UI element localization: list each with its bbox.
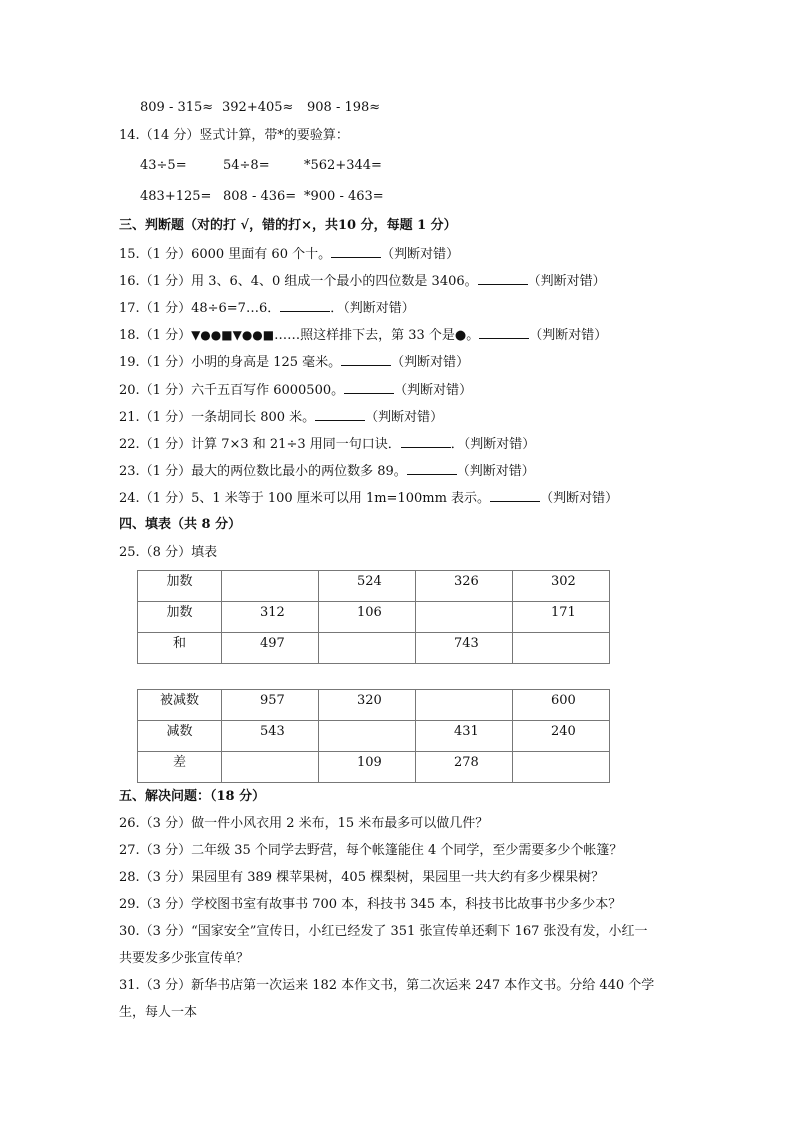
answer-blank[interactable] [280, 299, 330, 312]
table-cell[interactable] [319, 633, 416, 664]
q16: 16.（1 分）用 3、6、4、0 组成一个最小的四位数是 3406。 （判断对错） [119, 274, 606, 289]
q30-line1: 30.（3 分）“国家安全”宣传日，小红已经发了 351 张宣传单还剩下 167 张没有发，小红一 [119, 924, 648, 939]
table-cell[interactable] [222, 571, 319, 602]
q20: 20.（1 分）六千五百写作 6000500。 （判断对错） [119, 383, 473, 398]
table-row [138, 721, 610, 752]
answer-blank[interactable] [490, 489, 540, 502]
q14-title: 14.（14 分）竖式计算，带*的要验算： [119, 128, 349, 143]
q17: 17.（1 分）48÷6=7…6． ．（判断对错） [119, 301, 415, 316]
q14-calc-2: 54÷8= [223, 158, 270, 173]
table-cell[interactable]: 171 [513, 602, 610, 633]
table-cell[interactable]: 109 [319, 752, 416, 783]
estimate-2: 392+405≈ [222, 100, 294, 115]
table-row [138, 633, 610, 664]
table-row [138, 752, 610, 783]
q14-calc-5: 808 - 436= [223, 189, 297, 204]
answer-blank[interactable] [315, 408, 365, 421]
table-cell[interactable] [416, 690, 513, 721]
table-row [138, 602, 610, 633]
table-cell[interactable]: 320 [319, 690, 416, 721]
subtraction-table [137, 689, 610, 783]
shape-sequence: ▼●●■▼●●■ [191, 328, 275, 342]
table-cell[interactable] [319, 721, 416, 752]
table-cell: 和 [138, 633, 222, 664]
section4-heading: 四、填表（共 8 分） [119, 517, 242, 532]
q29: 29.（3 分）学校图书室有故事书 700 本，科技书 345 本，科技书比故事书少多少本？ [119, 897, 622, 912]
table-cell[interactable]: 524 [319, 571, 416, 602]
table-row [138, 690, 610, 721]
table-cell[interactable]: 326 [416, 571, 513, 602]
answer-blank[interactable] [479, 326, 529, 339]
q14-calc-4: 483+125= [140, 189, 212, 204]
q14-calc-6: *900 - 463= [304, 189, 384, 204]
q26: 26.（3 分）做一件小风衣用 2 米布，15 米布最多可以做几件？ [119, 816, 489, 831]
q28: 28.（3 分）果园里有 389 棵苹果树，405 棵梨树，果园里一共大约有多少棵果树？ [119, 870, 605, 885]
q31-line1: 31.（3 分）新华书店第一次运来 182 本作文书，第二次运来 247 本作文书。分给 440 个学 [119, 978, 655, 993]
q18: 18.（1 分）▼●●■▼●●■……照这样排下去，第 33 个是●。 （判断对错） [119, 328, 608, 343]
section5-heading: 五、解决问题：（18 分） [119, 789, 266, 804]
answer-blank[interactable] [401, 435, 451, 448]
q24: 24.（1 分）5、1 米等于 100 厘米可以用 1m=100mm 表示。 （判断对错） [119, 491, 619, 506]
q14-calc-3: *562+344= [304, 158, 382, 173]
answer-blank[interactable] [478, 272, 528, 285]
table-cell: 被减数 [138, 690, 222, 721]
table-cell[interactable]: 302 [513, 571, 610, 602]
q19: 19.（1 分）小明的身高是 125 毫米。 （判断对错） [119, 355, 470, 370]
addition-table [137, 570, 610, 664]
table-cell[interactable] [513, 752, 610, 783]
estimate-1: 809 - 315≈ [140, 100, 214, 115]
q23: 23.（1 分）最大的两位数比最小的两位数多 89。 （判断对错） [119, 464, 535, 479]
table-cell[interactable]: 543 [222, 721, 319, 752]
q25-title: 25.（8 分）填表 [119, 545, 218, 560]
table-cell: 加数 [138, 602, 222, 633]
section3-heading: 三、判断题（对的打 √，错的打×，共10 分，每题 1 分） [119, 218, 457, 233]
table-cell: 加数 [138, 571, 222, 602]
table-cell[interactable]: 278 [416, 752, 513, 783]
table-cell[interactable] [416, 602, 513, 633]
q22: 22.（1 分）计算 7×3 和 21÷3 用同一句口诀． ．（判断对错） [119, 437, 536, 452]
table-cell: 差 [138, 752, 222, 783]
table-cell[interactable] [513, 633, 610, 664]
table-row [138, 571, 610, 602]
q31-line2: 生，每人一本 [119, 1005, 198, 1020]
table-cell[interactable]: 743 [416, 633, 513, 664]
q27: 27.（3 分）二年级 35 个同学去野营，每个帐篷能住 4 个同学，至少需要多少个帐篷？ [119, 843, 623, 858]
q21: 21.（1 分）一条胡同长 800 米。 （判断对错） [119, 410, 444, 425]
answer-blank[interactable] [407, 462, 457, 475]
estimate-3: 908 - 198≈ [307, 100, 381, 115]
table-cell: 减数 [138, 721, 222, 752]
table-cell[interactable]: 600 [513, 690, 610, 721]
answer-blank[interactable] [331, 245, 381, 258]
table-cell[interactable]: 431 [416, 721, 513, 752]
q15: 15.（1 分）6000 里面有 60 个十。 （判断对错） [119, 247, 460, 262]
answer-blank[interactable] [341, 353, 391, 366]
answer-blank[interactable] [344, 381, 394, 394]
table-cell[interactable] [222, 752, 319, 783]
table-cell[interactable]: 497 [222, 633, 319, 664]
table-cell[interactable]: 312 [222, 602, 319, 633]
table-cell[interactable]: 957 [222, 690, 319, 721]
table-cell[interactable]: 240 [513, 721, 610, 752]
q14-calc-1: 43÷5= [140, 158, 187, 173]
table-cell[interactable]: 106 [319, 602, 416, 633]
q30-line2: 共要发多少张宣传单？ [119, 951, 250, 966]
